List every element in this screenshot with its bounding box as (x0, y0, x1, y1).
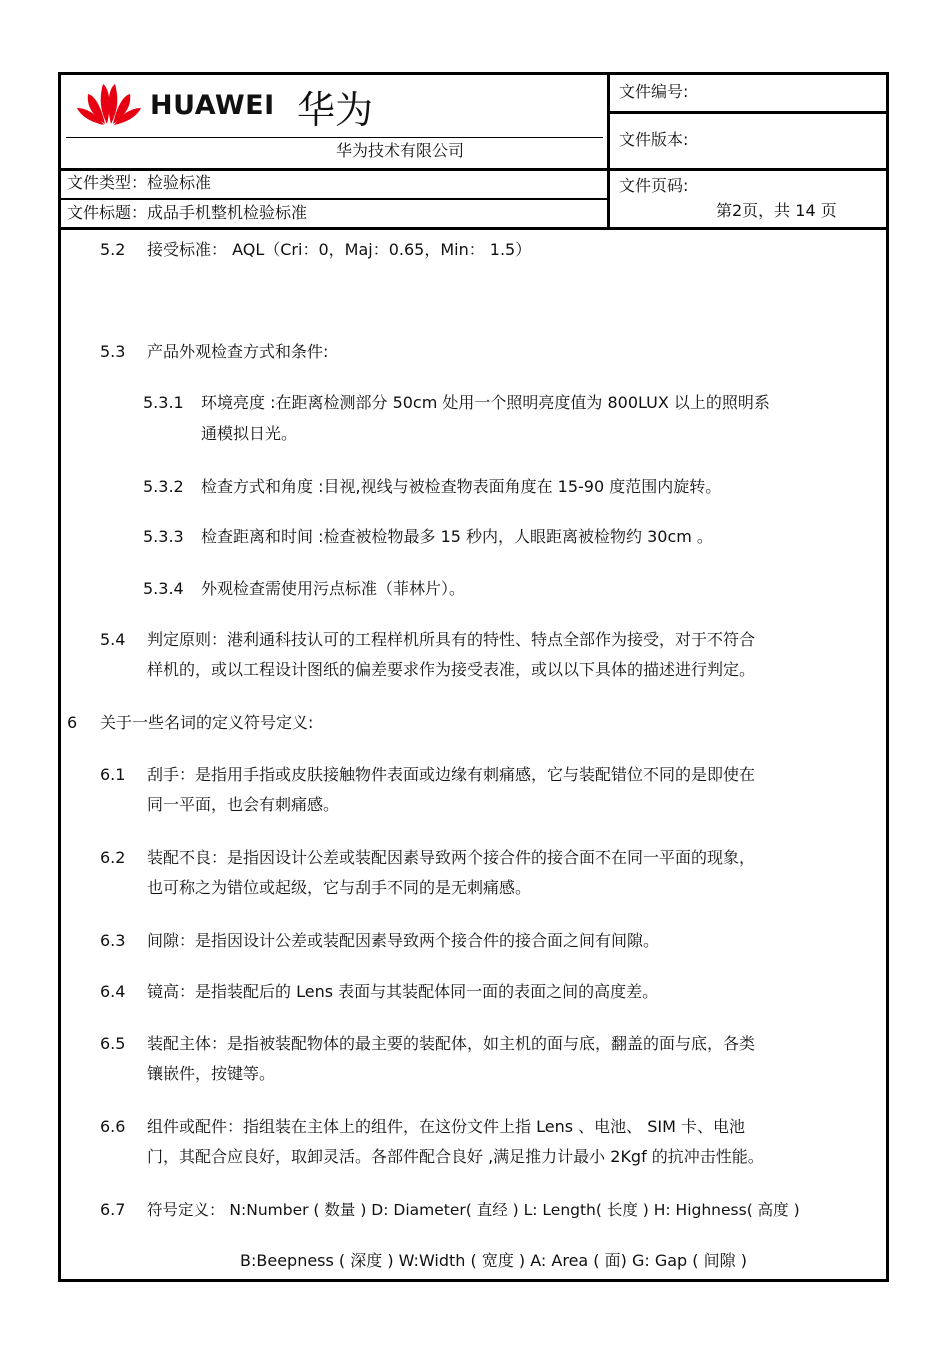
section-number: 6.7 (100, 1200, 126, 1219)
huawei-logo-icon (76, 80, 142, 126)
subsection-text: 检查距离和时间 :检查被检物最多 15 秒内，人眼距离被检物约 30cm 。 (201, 527, 713, 546)
section-number: 5.4 (100, 630, 126, 649)
header-divider-vertical (607, 72, 610, 229)
section-text: 间隙：是指因设计公差或装配因素导致两个接合件的接合面之间有间隙。 (147, 931, 660, 950)
symbol-definitions-line-1: 符号定义： N:Number ( 数量 ) D: Diameter( 直经 ) L: Length( 长度 ) H: Highness( 高度 ) (147, 1201, 800, 1219)
section-number: 6.4 (100, 982, 126, 1001)
subsection-text: 外观检查需使用污点标准（菲林片）。 (201, 579, 466, 598)
section-number: 5.2 (100, 240, 126, 259)
subsection-number: 5.3.4 (143, 579, 184, 598)
header-line-bottom (58, 227, 889, 230)
subsection-text-line-1: 环境亮度 :在距离检测部分 50cm 处用一个照明亮度值为 800LUX 以上的照明系 (201, 393, 770, 412)
section-text-line-1: 刮手：是指用手指或皮肤接触物件表面或边缘有刺痛感，它与装配错位不同的是即使在 (147, 765, 756, 784)
section-text: 产品外观检查方式和条件: (147, 342, 329, 361)
section-number: 6.6 (100, 1117, 126, 1136)
section-text-line-1: 组件或配件：指组装在主体上的组件，在这份文件上指 Lens 、电池、 SIM 卡、电池 (147, 1117, 745, 1136)
section-number: 6.1 (100, 765, 126, 784)
section-text-line-2: 样机的，或以工程设计图纸的偏差要求作为接受表准，或以以下具体的描述进行判定。 (147, 660, 756, 679)
header-line-left-1 (58, 168, 610, 171)
chapter-number: 6 (67, 713, 78, 732)
header-line-left-2 (58, 198, 610, 200)
section-number: 5.3 (100, 342, 126, 361)
page-code-label: 文件页码: (619, 176, 689, 195)
section-number: 6.5 (100, 1034, 126, 1053)
subsection-number: 5.3.1 (143, 393, 184, 412)
subsection-number: 5.3.2 (143, 477, 184, 496)
section-text-line-1: 装配不良：是指因设计公差或装配因素导致两个接合件的接合面不在同一平面的现象， (147, 848, 756, 867)
doc-type: 文件类型：检验标准 (67, 173, 212, 192)
section-number: 6.3 (100, 931, 126, 950)
subsection-text: 检查方式和角度 :目视,视线与被检查物表面角度在 15-90 度范围内旋转。 (201, 477, 722, 496)
brand-wordmark: HUAWEI (150, 90, 275, 121)
page-info: 第2页，共 14 页 (716, 201, 837, 220)
section-text-line-1: 装配主体：是指被装配物体的最主要的装配体，如主机的面与底，翻盖的面与底，各类 (147, 1034, 756, 1053)
company-name: 华为技术有限公司 (336, 141, 465, 160)
section-number: 6.2 (100, 848, 126, 867)
doc-title: 文件标题：成品手机整机检验标准 (67, 203, 308, 222)
section-text: 接受标准： AQL（Cri：0，Maj：0.65，Min： 1.5） (147, 240, 532, 259)
header-line-company (66, 137, 603, 138)
section-text-line-2: 同一平面，也会有刺痛感。 (147, 795, 340, 814)
doc-number-label: 文件编号: (619, 82, 689, 101)
section-text-line-1: 判定原则：港利通科技认可的工程样机所具有的特性、特点全部作为接受，对于不符合 (147, 630, 756, 649)
symbol-definitions-line-2: B:Beepness ( 深度 ) W:Width ( 宽度 ) A: Area ( 面) G: Gap ( 间隙 ) (240, 1251, 747, 1270)
brand-chinese-name: 华为 (297, 88, 374, 132)
header-line-right-1 (607, 111, 889, 114)
subsection-number: 5.3.3 (143, 527, 184, 546)
section-text-line-2: 门，其配合应良好，取卸灵活。各部件配合良好 ,满足推力计最小 2Kgf 的抗冲击性能。 (147, 1147, 764, 1166)
section-text: 镜高：是指装配后的 Lens 表面与其装配体同一面的表面之间的高度差。 (147, 982, 659, 1001)
section-text-line-2: 也可称之为错位或起级，它与刮手不同的是无刺痛感。 (147, 878, 532, 897)
subsection-text-line-2: 通模拟日光。 (201, 424, 298, 443)
chapter-title: 关于一些名词的定义符号定义: (100, 713, 314, 732)
header-line-right-2 (607, 168, 889, 171)
doc-version-label: 文件版本: (619, 130, 689, 149)
section-text-line-2: 镶嵌件，按键等。 (147, 1064, 276, 1083)
